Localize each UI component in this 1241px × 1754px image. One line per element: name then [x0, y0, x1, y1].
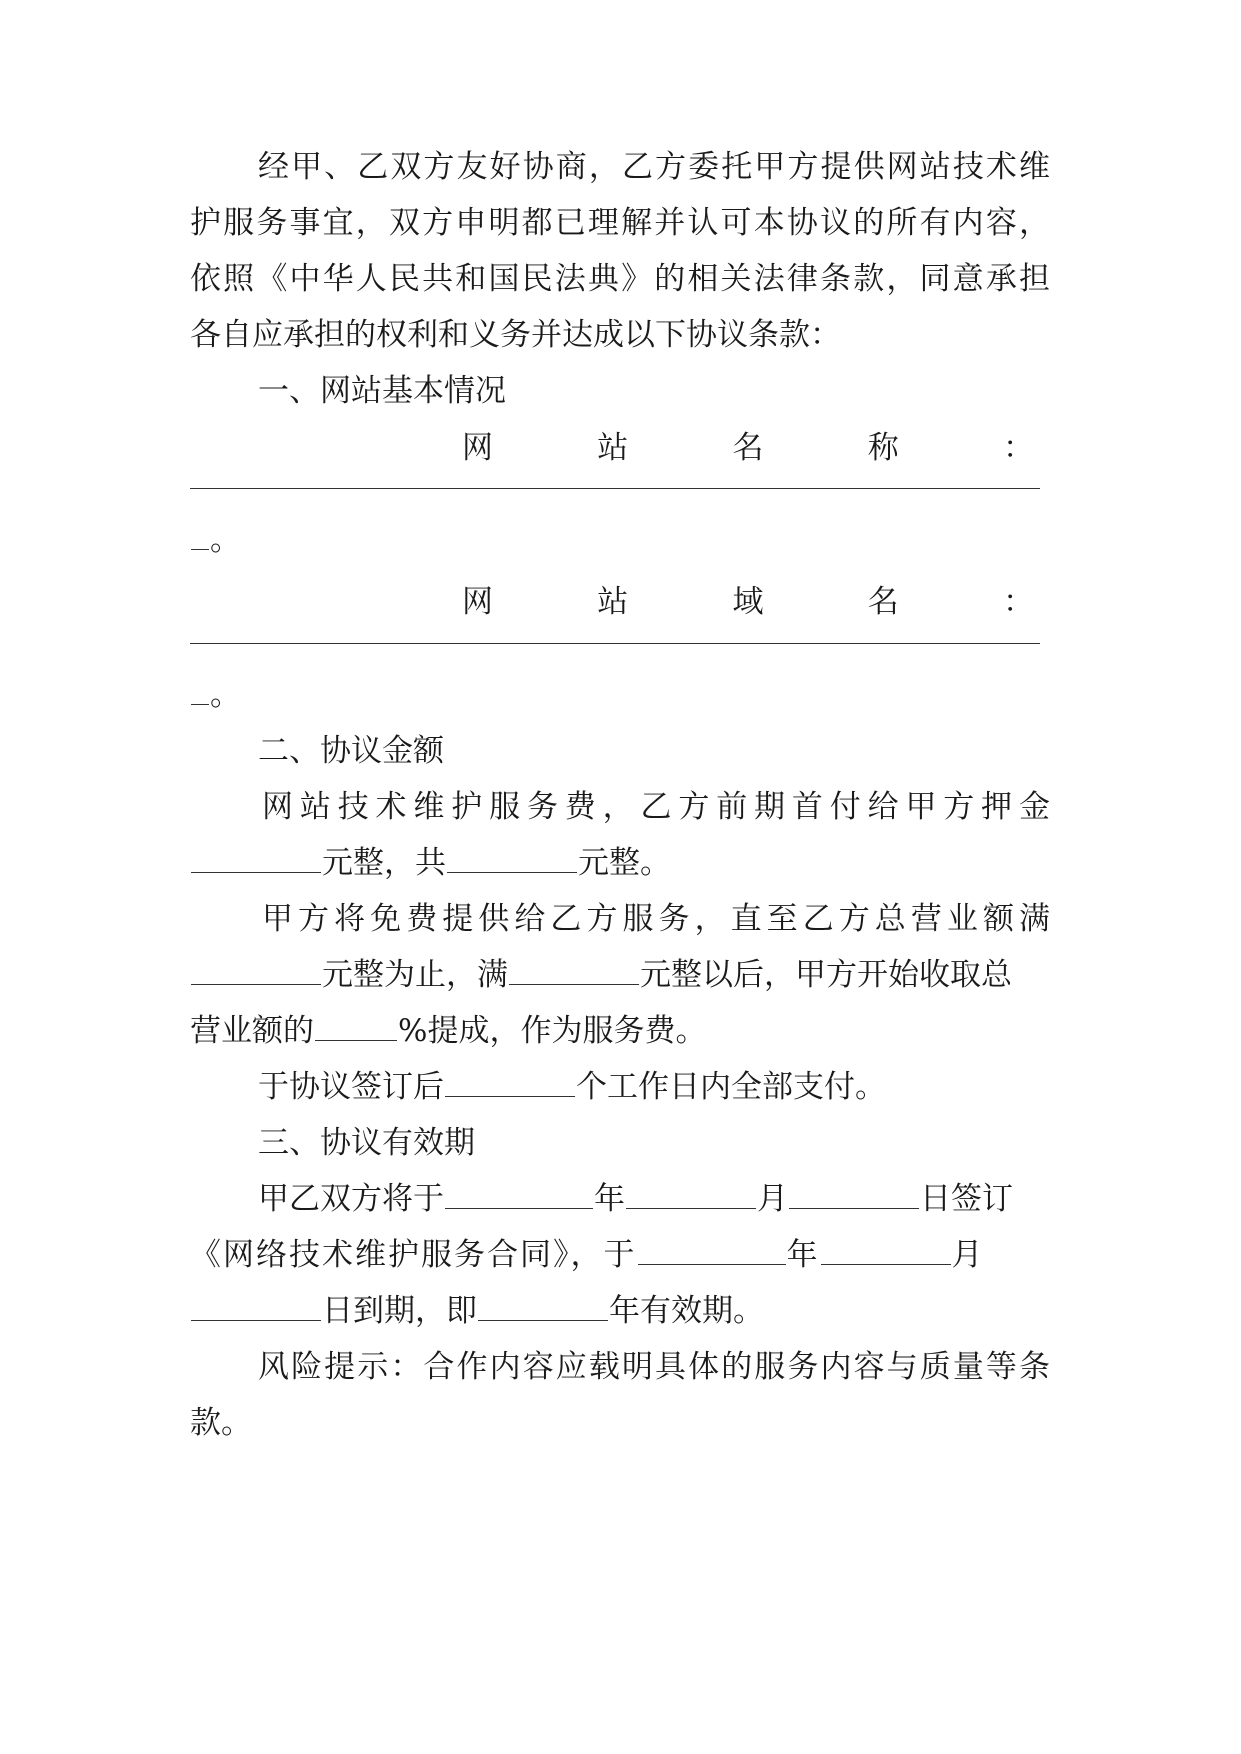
risk-line-1: 风险提示：合作内容应载明具体的服务内容与质量等条	[258, 1349, 1050, 1385]
validity-year-label: 年	[594, 1181, 625, 1217]
total-blank[interactable]	[447, 844, 577, 873]
free-line-3	[190, 1001, 1050, 1061]
validity-text-d: 日签订	[920, 1181, 1013, 1217]
validity-line-1	[258, 1169, 1050, 1229]
validity-l2-year-label: 年	[786, 1237, 820, 1273]
website-name-char-1: 网	[462, 430, 493, 466]
validity-line-3	[190, 1281, 1050, 1341]
website-name-char-4: 称	[867, 430, 899, 466]
free-text-d: %提成，作为服务费。	[398, 1013, 707, 1049]
payment-line	[258, 1057, 1050, 1117]
website-name-end-mark: 。	[210, 522, 241, 558]
website-name-char-3: 名	[732, 430, 764, 466]
website-name-label	[462, 418, 1034, 478]
website-domain-end	[190, 665, 1050, 725]
website-name-end	[190, 510, 1050, 570]
validity-years-blank[interactable]	[478, 1292, 608, 1321]
fee-line-1: 网站技术维护服务费，乙方前期首付给甲方押金	[262, 789, 1050, 825]
free-line-2	[190, 945, 1050, 1005]
validity-text-l3b: 年有效期。	[609, 1293, 764, 1329]
website-domain-char-1: 网	[462, 584, 493, 620]
revenue-threshold-blank-2[interactable]	[509, 956, 639, 985]
intro-line-2: 护服务事宜，双方申明都已理解并认可本协议的所有内容，	[190, 205, 1050, 241]
website-domain-blank[interactable]	[190, 643, 1040, 644]
website-domain-label	[462, 572, 1034, 632]
website-domain-char-4: 名	[867, 584, 899, 620]
website-domain-colon: ：	[1003, 584, 1034, 620]
section3-heading: 三、协议有效期	[258, 1125, 475, 1161]
website-name-blank[interactable]	[190, 488, 1040, 489]
validity-text-a: 甲乙双方将于	[258, 1181, 444, 1217]
free-text-c: 营业额的	[190, 1013, 314, 1049]
validity-month-label: 月	[757, 1181, 788, 1217]
deposit-blank[interactable]	[191, 844, 321, 873]
validity-l2-month-label: 月	[951, 1237, 985, 1273]
website-domain-char-2: 站	[597, 584, 629, 620]
sign-year-blank[interactable]	[445, 1180, 593, 1209]
website-domain-blank-tail[interactable]	[191, 676, 209, 705]
fee-text-b: 元整。	[578, 845, 671, 881]
sign-day-blank[interactable]	[789, 1180, 919, 1209]
free-text-a: 元整为止，满	[322, 957, 508, 993]
free-line-1: 甲方将免费提供给乙方服务，直至乙方总营业额满	[262, 901, 1050, 937]
validity-line-2	[190, 1225, 1050, 1285]
revenue-threshold-blank[interactable]	[191, 956, 321, 985]
expire-year-blank[interactable]	[638, 1236, 786, 1265]
free-text-b: 元整以后，甲方开始收取总	[640, 957, 1012, 993]
validity-text-l3a: 日到期，即	[322, 1293, 477, 1329]
website-name-colon: ：	[1003, 430, 1034, 466]
intro-line-4: 各自应承担的权利和义务并达成以下协议条款：	[190, 317, 841, 353]
sign-month-blank[interactable]	[626, 1180, 756, 1209]
expire-day-blank[interactable]	[191, 1292, 321, 1321]
risk-line-2: 款。	[190, 1405, 252, 1441]
expire-month-blank[interactable]	[821, 1236, 951, 1265]
validity-text-l2a: 《网络技术维护服务合同》，于	[190, 1237, 637, 1273]
intro-line-1: 经甲、乙双方友好协商，乙方委托甲方提供网站技术维	[258, 149, 1050, 185]
section1-heading: 一、网站基本情况	[258, 373, 506, 409]
website-domain-end-mark: 。	[210, 677, 241, 713]
payment-text-a: 于协议签订后	[258, 1069, 444, 1105]
website-domain-char-3: 域	[732, 584, 764, 620]
fee-line-2	[190, 833, 1050, 893]
website-name-blank-tail[interactable]	[191, 521, 209, 550]
workdays-blank[interactable]	[445, 1068, 575, 1097]
intro-line-3: 依照《中华人民共和国民法典》的相关法律条款，同意承担	[190, 261, 1050, 297]
percentage-blank[interactable]	[315, 1012, 397, 1041]
payment-text-b: 个工作日内全部支付。	[576, 1069, 886, 1105]
fee-text-a: 元整，共	[322, 845, 446, 881]
section2-heading: 二、协议金额	[258, 733, 444, 769]
website-name-char-2: 站	[597, 430, 629, 466]
